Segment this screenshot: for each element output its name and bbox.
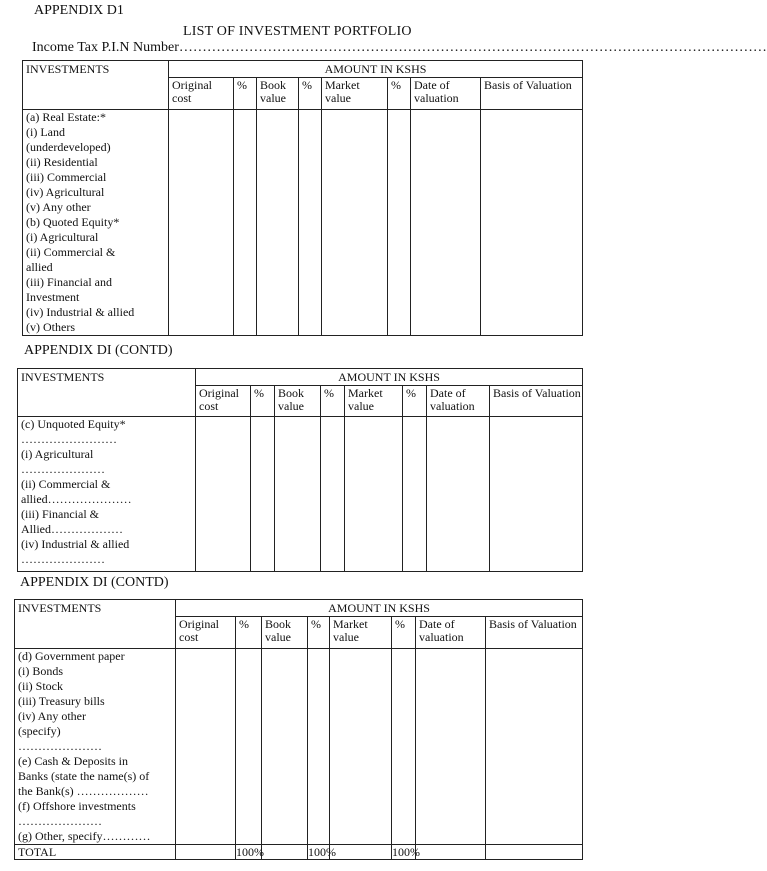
pct-header: % bbox=[236, 617, 262, 649]
list-item: Allied……………… bbox=[21, 522, 123, 536]
list-item: (c) Unquoted Equity* bbox=[21, 417, 126, 431]
investments-header: INVESTMENTS bbox=[15, 600, 176, 649]
amount-header: AMOUNT IN KSHS bbox=[176, 600, 583, 617]
book-value-header: Book value bbox=[257, 78, 299, 110]
book-value-cell[interactable] bbox=[262, 649, 308, 845]
investments-list bbox=[15, 649, 176, 845]
original-cost-header: Original cost bbox=[196, 386, 251, 417]
total-row bbox=[15, 845, 583, 860]
investment-table-1 bbox=[22, 60, 583, 336]
date-of-valuation-cell[interactable] bbox=[411, 110, 481, 336]
pct-cell[interactable] bbox=[299, 110, 322, 336]
pct-header: % bbox=[251, 386, 275, 417]
list-item: the Bank(s) ……………… bbox=[18, 784, 149, 798]
list-item: (specify) bbox=[18, 724, 61, 738]
pct-header: % bbox=[299, 78, 322, 110]
pct-cell[interactable] bbox=[234, 110, 257, 336]
list-item: (i) Agricultural bbox=[21, 447, 94, 461]
appendix-heading-2: APPENDIX DI (CONTD) bbox=[24, 343, 173, 358]
list-item: (ii) Commercial & bbox=[26, 245, 116, 259]
investment-table-2 bbox=[17, 368, 583, 572]
amount-header: AMOUNT IN KSHS bbox=[169, 61, 583, 78]
date-of-valuation-header: Date of valuation bbox=[416, 617, 486, 649]
date-of-valuation-cell[interactable] bbox=[427, 417, 490, 572]
pct-header: % bbox=[388, 78, 411, 110]
list-item: ………………… bbox=[21, 552, 105, 566]
basis-of-valuation-cell[interactable] bbox=[486, 649, 583, 845]
list-item: (iv) Industrial & allied bbox=[21, 537, 130, 551]
pct-header: % bbox=[321, 386, 345, 417]
pct-header: % bbox=[403, 386, 427, 417]
list-item: (g) Other, specify………… bbox=[18, 829, 151, 843]
list-item: (ii) Commercial & bbox=[21, 477, 111, 491]
total-pct-original: 100% bbox=[236, 845, 264, 859]
list-item: (iii) Financial & bbox=[21, 507, 99, 521]
list-item: (v) Any other bbox=[26, 200, 91, 214]
market-value-header: Market value bbox=[330, 617, 392, 649]
list-item: (e) Cash & Deposits in bbox=[18, 754, 128, 768]
list-item: (iv) Any other bbox=[18, 709, 86, 723]
list-item: (a) Real Estate:* bbox=[26, 110, 106, 124]
list-item: ………………… bbox=[21, 462, 105, 476]
pin-number-line: Income Tax P.I.N Number……………………………………………………………………………………………………………… bbox=[32, 40, 767, 55]
total-book-value[interactable] bbox=[262, 845, 308, 860]
book-value-cell[interactable] bbox=[275, 417, 321, 572]
date-of-valuation-cell[interactable] bbox=[416, 649, 486, 845]
total-pct-market: 100% bbox=[392, 845, 420, 859]
market-value-cell[interactable] bbox=[345, 417, 403, 572]
list-item: (iii) Treasury bills bbox=[18, 694, 105, 708]
list-item: allied………………… bbox=[21, 492, 132, 506]
list-item: (i) Agricultural bbox=[26, 230, 99, 244]
investments-header: INVESTMENTS bbox=[18, 369, 196, 417]
list-item: ………………… bbox=[18, 739, 102, 753]
market-value-header: Market value bbox=[345, 386, 403, 417]
appendix-heading-3: APPENDIX DI (CONTD) bbox=[20, 575, 169, 590]
investments-list bbox=[23, 110, 169, 336]
market-value-cell[interactable] bbox=[330, 649, 392, 845]
date-of-valuation-header: Date of valuation bbox=[411, 78, 481, 110]
list-item: allied bbox=[26, 260, 53, 274]
list-item: Banks (state the name(s) of bbox=[18, 769, 150, 783]
list-item: (underdeveloped) bbox=[26, 140, 111, 154]
list-item: (i) Bonds bbox=[18, 664, 63, 678]
list-item: (v) Others bbox=[26, 320, 75, 334]
book-value-header: Book value bbox=[262, 617, 308, 649]
original-cost-header: Original cost bbox=[176, 617, 236, 649]
basis-of-valuation-cell[interactable] bbox=[481, 110, 583, 336]
total-label: TOTAL bbox=[15, 845, 176, 860]
total-basis-of-valuation[interactable] bbox=[486, 845, 583, 860]
list-item: (ii) Stock bbox=[18, 679, 63, 693]
list-item: …………………… bbox=[21, 432, 117, 446]
total-date-of-valuation[interactable] bbox=[416, 845, 486, 860]
pct-header: % bbox=[392, 617, 416, 649]
pct-cell[interactable] bbox=[251, 417, 275, 572]
list-item: (iv) Industrial & allied bbox=[26, 305, 135, 319]
pct-cell[interactable] bbox=[392, 649, 416, 845]
original-cost-cell[interactable] bbox=[169, 110, 234, 336]
pct-header: % bbox=[234, 78, 257, 110]
basis-of-valuation-header: Basis of Valuation bbox=[490, 386, 583, 417]
pct-cell[interactable] bbox=[236, 649, 262, 845]
book-value-header: Book value bbox=[275, 386, 321, 417]
original-cost-header: Original cost bbox=[169, 78, 234, 110]
list-item: (d) Government paper bbox=[18, 649, 125, 663]
investments-list bbox=[18, 417, 196, 572]
original-cost-cell[interactable] bbox=[176, 649, 236, 845]
total-market-value[interactable] bbox=[330, 845, 392, 860]
book-value-cell[interactable] bbox=[257, 110, 299, 336]
list-item: (ii) Residential bbox=[26, 155, 98, 169]
investment-table-3 bbox=[14, 599, 583, 860]
pct-cell[interactable] bbox=[321, 417, 345, 572]
pct-cell[interactable] bbox=[403, 417, 427, 572]
total-original-cost[interactable] bbox=[176, 845, 236, 860]
original-cost-cell[interactable] bbox=[196, 417, 251, 572]
list-item: (iii) Financial and bbox=[26, 275, 112, 289]
list-item: (iv) Agricultural bbox=[26, 185, 105, 199]
list-item: (iii) Commercial bbox=[26, 170, 107, 184]
list-item: (b) Quoted Equity* bbox=[26, 215, 120, 229]
basis-of-valuation-header: Basis of Valuation bbox=[481, 78, 583, 110]
pct-header: % bbox=[308, 617, 330, 649]
list-item: ………………… bbox=[18, 814, 102, 828]
appendix-heading-1: APPENDIX D1 bbox=[34, 3, 124, 18]
list-item: Investment bbox=[26, 290, 80, 304]
amount-header: AMOUNT IN KSHS bbox=[196, 369, 583, 386]
investments-header: INVESTMENTS bbox=[23, 61, 169, 110]
list-item: (f) Offshore investments bbox=[18, 799, 136, 813]
total-pct-book: 100% bbox=[308, 845, 336, 859]
page-title: LIST OF INVESTMENT PORTFOLIO bbox=[183, 24, 412, 39]
basis-of-valuation-cell[interactable] bbox=[490, 417, 583, 572]
market-value-cell[interactable] bbox=[322, 110, 388, 336]
date-of-valuation-header: Date of valuation bbox=[427, 386, 490, 417]
basis-of-valuation-header: Basis of Valuation bbox=[486, 617, 583, 649]
pct-cell[interactable] bbox=[388, 110, 411, 336]
market-value-header: Market value bbox=[322, 78, 388, 110]
pct-cell[interactable] bbox=[308, 649, 330, 845]
list-item: (i) Land bbox=[26, 125, 65, 139]
